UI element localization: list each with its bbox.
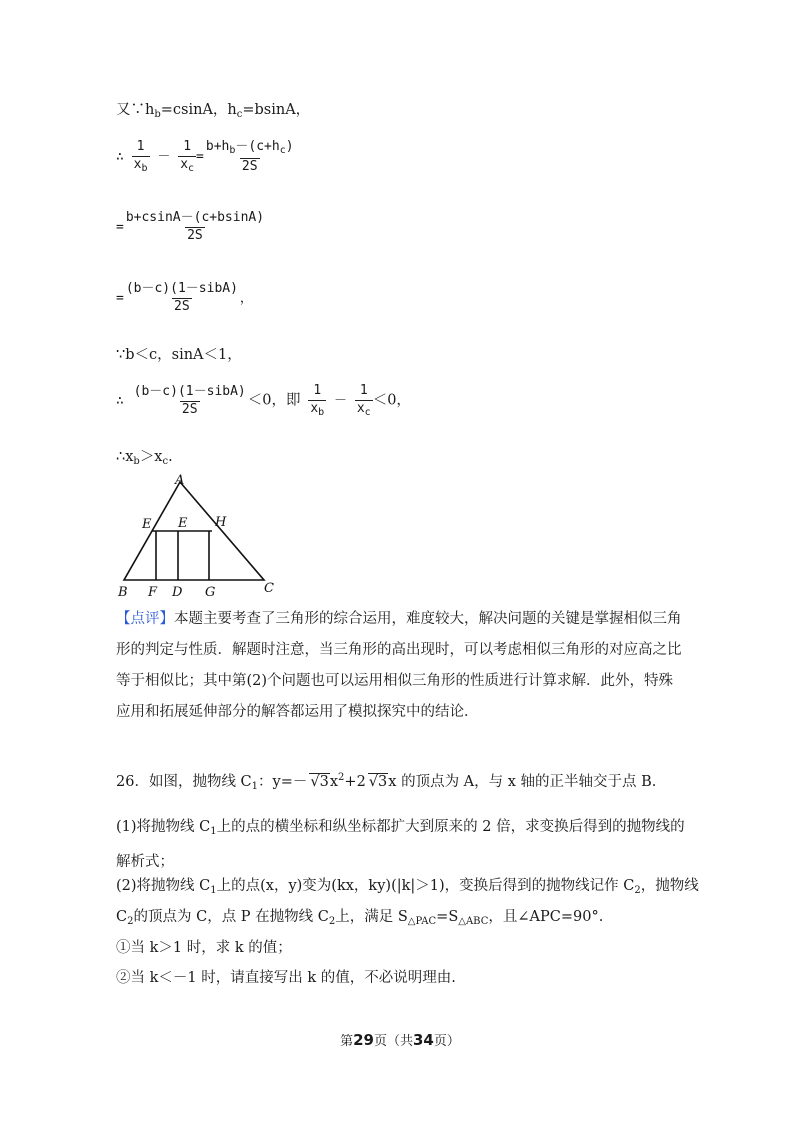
num-part: ) bbox=[285, 139, 294, 154]
subscript: 2 bbox=[634, 885, 641, 896]
page-footer bbox=[0, 1030, 800, 1049]
subscript: b bbox=[229, 145, 236, 156]
minus-sign: － bbox=[157, 149, 171, 165]
comment-text: 本题主要考查了三角形的综合运用，难度较大，解决问题的关键是掌握相似三角形的判定与性质．解题时注意，当三角形的高出现时，可以考虑相似三角形的对应高之比等于相似比；其中第(2)个问题也可以运用相似三角形的性质进行计算求解．此外，特殊应用和拓展延伸部分的解答都运用了模拟探究中的结论． bbox=[116, 611, 682, 720]
text: (2)将抛物线 C bbox=[116, 878, 211, 894]
text: (1)将抛物线 C bbox=[116, 819, 211, 835]
den-x: x bbox=[356, 400, 365, 416]
subscript: c bbox=[364, 406, 371, 418]
denominator bbox=[178, 156, 196, 175]
text: 26．如图，抛物线 C bbox=[116, 774, 252, 790]
question-26-part-1 bbox=[116, 812, 686, 877]
numerator: (b－c)(1－sibA) bbox=[125, 281, 238, 296]
denominator: 2S bbox=[174, 298, 190, 314]
page-number: 29 bbox=[353, 1031, 374, 1049]
label-e-left: E bbox=[142, 517, 152, 532]
comment-paragraph bbox=[116, 604, 686, 728]
numerator: 1 bbox=[313, 383, 322, 398]
numerator: 1 bbox=[359, 383, 368, 398]
subscript: c bbox=[162, 456, 169, 467]
minus-sign: － bbox=[334, 393, 348, 409]
radicand: 3 bbox=[319, 774, 329, 790]
label-h: H bbox=[215, 515, 227, 530]
subscript: c bbox=[279, 145, 286, 156]
text: ，抛物线 bbox=[640, 878, 699, 894]
equation-4 bbox=[116, 384, 411, 418]
fraction-1-over-xc bbox=[178, 140, 196, 174]
text: +2 bbox=[344, 774, 366, 790]
denominator: 2S bbox=[241, 158, 258, 174]
denominator bbox=[308, 400, 326, 419]
text: . bbox=[168, 449, 173, 465]
denominator: 2S bbox=[181, 401, 198, 417]
text: =csinA，h bbox=[160, 102, 237, 118]
subscript: △ABC bbox=[458, 916, 489, 927]
text: 第 bbox=[340, 1034, 354, 1049]
fraction-1-over-xb bbox=[132, 140, 150, 174]
subscript: △PAC bbox=[407, 916, 437, 927]
line-h-values bbox=[116, 98, 310, 120]
subscript: c bbox=[188, 162, 195, 174]
subscript: 2 bbox=[328, 916, 336, 927]
text: ＜0， bbox=[372, 392, 411, 409]
numerator: (b－c)(1－sibA) bbox=[133, 383, 246, 399]
therefore-symbol: ∴ bbox=[116, 393, 124, 409]
label-c: C bbox=[264, 581, 274, 596]
sqrt-3: √3 bbox=[310, 774, 329, 790]
text: 又∵h bbox=[116, 102, 155, 118]
den-x: x bbox=[310, 400, 319, 416]
condition-line: ∵b＜c，sinA＜1， bbox=[116, 347, 242, 363]
text: 的顶点为 C，点 P 在抛物线 C bbox=[133, 909, 329, 925]
conclusion-line bbox=[116, 445, 173, 467]
fraction-1-over-xc bbox=[355, 384, 373, 418]
label-b: B bbox=[118, 585, 128, 600]
fraction-hb-hc bbox=[204, 140, 296, 174]
text: x 的顶点为 A，与 x 轴的正半轴交于点 B. bbox=[388, 774, 657, 790]
subscript: b bbox=[318, 406, 325, 418]
text: x bbox=[329, 774, 339, 790]
text: 上的点的横坐标和纵坐标都扩大到原来的 2 倍，求变换后得到的抛物线的解析式； bbox=[116, 819, 685, 870]
text: ∴x bbox=[116, 449, 134, 465]
subscript: c bbox=[236, 109, 243, 120]
denominator bbox=[132, 156, 150, 175]
text: ＞x bbox=[139, 449, 163, 465]
question-26-part-2-line-1 bbox=[116, 874, 699, 896]
question-26-item-1: ①当 k＞1 时，求 k 的值； bbox=[116, 940, 292, 956]
fraction-csin-bsin bbox=[124, 211, 266, 244]
subscript: 1 bbox=[210, 885, 217, 896]
fraction-factored bbox=[124, 282, 240, 315]
fraction-factored bbox=[132, 385, 248, 418]
text: ，且∠APC=90°. bbox=[488, 909, 604, 925]
subscript: b bbox=[141, 162, 148, 174]
denominator: 2S bbox=[187, 227, 203, 243]
subscript: 1 bbox=[251, 781, 259, 792]
equation-1: ∴ $\frac{1}{x_b}$ － $\frac{1}{x_c}$ = $\frac{b+h_b-(c+h_c)}{2S}$ bbox=[116, 139, 294, 174]
label-g: G bbox=[205, 585, 216, 600]
sqrt-3: √3 bbox=[368, 774, 388, 790]
subscript: 1 bbox=[210, 826, 217, 837]
text: =bsinA， bbox=[242, 102, 311, 118]
label-e-mid: E bbox=[178, 516, 188, 531]
den-x: x bbox=[180, 156, 189, 172]
subscript: b bbox=[133, 456, 140, 467]
denominator bbox=[355, 400, 373, 419]
num-part: b+h bbox=[205, 139, 230, 154]
comment-tag: 【点评】 bbox=[116, 611, 174, 627]
text: 上，满足 S bbox=[335, 909, 408, 925]
label-a: A bbox=[175, 473, 185, 488]
therefore-symbol: ∴ bbox=[116, 149, 124, 165]
numerator bbox=[204, 140, 296, 158]
question-26-title bbox=[116, 770, 656, 792]
text: C bbox=[116, 909, 128, 925]
subscript: 2 bbox=[127, 916, 134, 927]
text: ＜0，即 bbox=[247, 392, 301, 409]
total-pages: 34 bbox=[413, 1031, 434, 1049]
den-x: x bbox=[133, 156, 142, 172]
numerator: 1 bbox=[136, 139, 145, 154]
radicand: 3 bbox=[378, 774, 388, 790]
equation-2: = $\frac{b+csinA-(c+bsinA)}{2S}$ bbox=[116, 210, 265, 243]
triangle-figure bbox=[112, 472, 282, 600]
label-f: F bbox=[148, 585, 158, 600]
text: =S bbox=[436, 909, 459, 925]
numerator: 1 bbox=[183, 139, 192, 154]
text: 页） bbox=[433, 1034, 460, 1049]
label-d: D bbox=[172, 585, 183, 600]
text: 上的点(x，y)变为(kx，ky)(|k|＞1)，变换后得到的抛物线记作 C bbox=[216, 878, 635, 894]
subscript: b bbox=[154, 109, 161, 120]
question-26-item-2: ②当 k＜－1 时，请直接写出 k 的值，不必说明理由. bbox=[116, 970, 456, 986]
question-26-part-2-line-2 bbox=[116, 905, 603, 927]
superscript: 2 bbox=[338, 772, 345, 784]
num-part: －(c+h bbox=[235, 139, 280, 154]
text: 页（共 bbox=[373, 1034, 413, 1049]
text: ， bbox=[239, 290, 253, 306]
numerator: b+csinA－(c+bsinA) bbox=[125, 210, 265, 225]
fraction-1-over-xb bbox=[308, 384, 326, 418]
equation-3: = $\frac{\text{(b－c)(1－sibA)}}{2S}$ ， bbox=[116, 281, 253, 314]
text: ：y=－ bbox=[258, 774, 308, 790]
